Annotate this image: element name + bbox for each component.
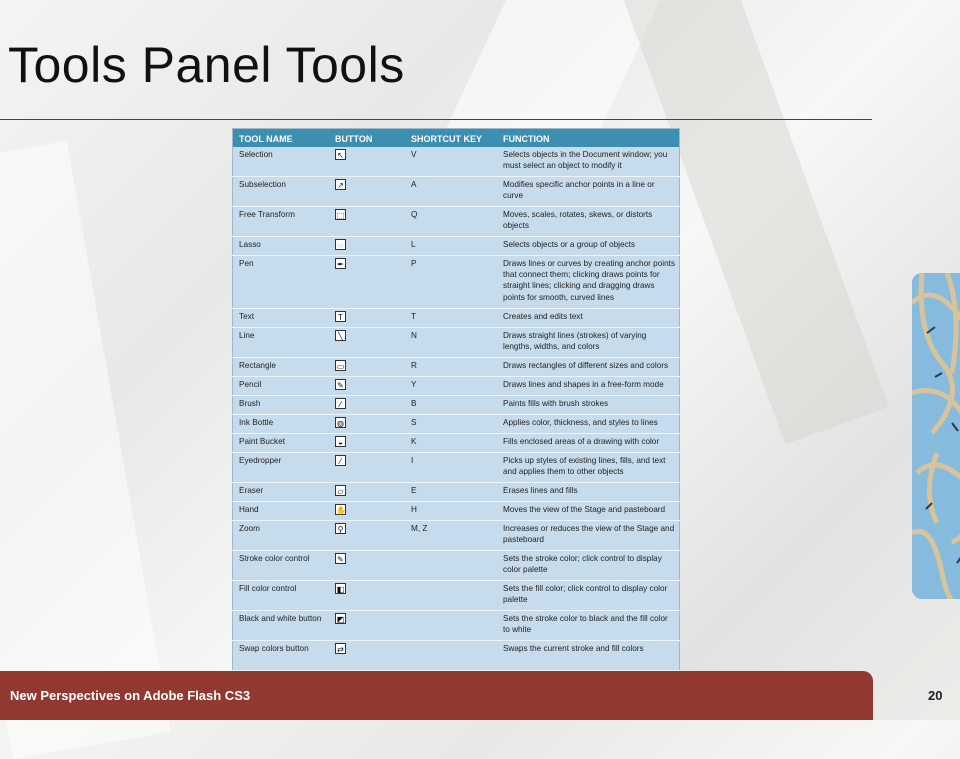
cell-function: Applies color, thickness, and styles to lines xyxy=(497,415,680,434)
cell-tool-name: Pencil xyxy=(233,377,330,396)
tools-table xyxy=(232,128,680,701)
cell-button xyxy=(329,521,405,551)
table-row xyxy=(233,641,680,671)
cell-function: Moves the view of the Stage and pasteboard xyxy=(497,502,680,521)
cell-button xyxy=(329,581,405,611)
header-shortcut-key: SHORTCUT KEY xyxy=(405,129,497,148)
cell-button xyxy=(329,358,405,377)
cell-tool-name: Subselection xyxy=(233,177,330,207)
hand-icon: ✋ xyxy=(336,506,346,515)
cell-shortcut-key: P xyxy=(405,256,497,309)
cell-tool-name: Swap colors button xyxy=(233,641,330,671)
cell-shortcut-key xyxy=(405,551,497,581)
cell-tool-name: Zoom xyxy=(233,521,330,551)
table-row xyxy=(233,611,680,641)
cell-tool-name: Line xyxy=(233,328,330,358)
table-row xyxy=(233,377,680,396)
cell-tool-name: Black and white button xyxy=(233,611,330,641)
cell-function: Draws lines or curves by creating anchor points that connect them; clicking draws points for straight lines; clicking and dragging draws points for smooth, curved lines xyxy=(497,256,680,309)
black-white-icon: ◩ xyxy=(336,615,345,624)
free-transform-icon: ⬚ xyxy=(336,211,345,220)
eraser-icon: ▱ xyxy=(335,485,346,496)
cell-tool-name: Fill color control xyxy=(233,581,330,611)
cell-function: Draws rectangles of different sizes and colors xyxy=(497,358,680,377)
cell-button xyxy=(329,415,405,434)
cell-shortcut-key: V xyxy=(405,147,497,177)
cell-button xyxy=(329,237,405,256)
cell-button xyxy=(329,177,405,207)
cell-function: Moves, scales, rotates, skews, or distorts objects xyxy=(497,207,680,237)
rectangle-icon: ▭ xyxy=(336,362,345,371)
ink-bottle-icon: ◍ xyxy=(335,417,346,428)
cell-function: Draws lines and shapes in a free-form mode xyxy=(497,377,680,396)
cell-shortcut-key: H xyxy=(405,502,497,521)
eyedropper-icon: ⁄ xyxy=(335,455,346,466)
table-row xyxy=(233,309,680,328)
cell-function: Sets the stroke color to black and the fill color to white xyxy=(497,611,680,641)
header-button: BUTTON xyxy=(329,129,405,148)
cell-button xyxy=(329,551,405,581)
cell-shortcut-key: Y xyxy=(405,377,497,396)
cell-tool-name: Paint Bucket xyxy=(233,434,330,453)
cell-tool-name: Eyedropper xyxy=(233,453,330,483)
cell-tool-name: Pen xyxy=(233,256,330,309)
cell-tool-name: Rectangle xyxy=(233,358,330,377)
cell-tool-name: Selection xyxy=(233,147,330,177)
arrow-icon: ↖ xyxy=(335,149,346,160)
lasso-icon: ◌ xyxy=(335,239,346,250)
title-divider xyxy=(0,119,872,120)
cell-function: Erases lines and fills xyxy=(497,483,680,502)
table-row xyxy=(233,207,680,237)
cell-button xyxy=(329,502,405,521)
header-tool-name: TOOL NAME xyxy=(233,129,330,148)
cell-function: Creates and edits text xyxy=(497,309,680,328)
cell-tool-name: Brush xyxy=(233,396,330,415)
cell-shortcut-key: M, Z xyxy=(405,521,497,551)
cell-button xyxy=(329,453,405,483)
slide-title: Tools Panel Tools xyxy=(8,37,405,93)
cell-shortcut-key: K xyxy=(405,434,497,453)
cell-button xyxy=(329,396,405,415)
table-header-row xyxy=(233,129,680,148)
cell-button xyxy=(329,256,405,309)
cell-function: Selects objects or a group of objects xyxy=(497,237,680,256)
decorative-side-image xyxy=(912,273,960,599)
cell-shortcut-key: T xyxy=(405,309,497,328)
cell-shortcut-key: Q xyxy=(405,207,497,237)
cell-function: Picks up styles of existing lines, fills, and text and applies them to other objects xyxy=(497,453,680,483)
cell-tool-name: Text xyxy=(233,309,330,328)
table-row xyxy=(233,177,680,207)
cell-button xyxy=(329,309,405,328)
cell-tool-name: Ink Bottle xyxy=(233,415,330,434)
table-row xyxy=(233,237,680,256)
cell-function: Sets the fill color; click control to display color palette xyxy=(497,581,680,611)
cell-shortcut-key: R xyxy=(405,358,497,377)
cell-shortcut-key xyxy=(405,611,497,641)
cell-button xyxy=(329,147,405,177)
table-row xyxy=(233,551,680,581)
swap-colors-icon: ⇄ xyxy=(335,643,346,654)
cell-tool-name: Lasso xyxy=(233,237,330,256)
table-row xyxy=(233,147,680,177)
table-row xyxy=(233,453,680,483)
cell-shortcut-key: I xyxy=(405,453,497,483)
stroke-color-icon: ✎ xyxy=(335,553,346,564)
table-row xyxy=(233,502,680,521)
table-row xyxy=(233,483,680,502)
cell-button xyxy=(329,207,405,237)
table-row xyxy=(233,396,680,415)
pen-icon: ✒ xyxy=(335,258,346,269)
subselect-arrow-icon: ↗ xyxy=(335,179,346,190)
table-row xyxy=(233,358,680,377)
table-row xyxy=(233,328,680,358)
footer-text: New Perspectives on Adobe Flash CS3 xyxy=(10,688,251,703)
cell-tool-name: Eraser xyxy=(233,483,330,502)
cell-button xyxy=(329,483,405,502)
fill-color-icon: ◧ xyxy=(336,585,345,594)
cell-tool-name: Free Transform xyxy=(233,207,330,237)
cell-function: Modifies specific anchor points in a line or curve xyxy=(497,177,680,207)
cell-shortcut-key: E xyxy=(405,483,497,502)
cell-function: Draws straight lines (strokes) of varying lengths, widths, and colors xyxy=(497,328,680,358)
cell-function: Sets the stroke color; click control to display color palette xyxy=(497,551,680,581)
table-row xyxy=(233,415,680,434)
cell-shortcut-key: N xyxy=(405,328,497,358)
table-body xyxy=(233,147,680,701)
cell-button xyxy=(329,641,405,671)
cell-shortcut-key xyxy=(405,581,497,611)
brush-icon: ⁄ xyxy=(335,398,346,409)
cell-button xyxy=(329,377,405,396)
table-row xyxy=(233,581,680,611)
cell-function: Selects objects in the Document window; you must select an object to modify it xyxy=(497,147,680,177)
cell-button xyxy=(329,611,405,641)
cell-button xyxy=(329,434,405,453)
cell-tool-name: Hand xyxy=(233,502,330,521)
cell-shortcut-key xyxy=(405,641,497,671)
cell-function: Swaps the current stroke and fill colors xyxy=(497,641,680,671)
cell-function: Paints fills with brush strokes xyxy=(497,396,680,415)
cell-shortcut-key: A xyxy=(405,177,497,207)
table-row xyxy=(233,256,680,309)
background-streak xyxy=(0,141,171,759)
paint-bucket-icon: ◒ xyxy=(335,436,346,447)
cell-shortcut-key: S xyxy=(405,415,497,434)
zoom-icon: ⚲ xyxy=(335,523,346,534)
table-row xyxy=(233,434,680,453)
header-function: FUNCTION xyxy=(497,129,680,148)
cell-shortcut-key: B xyxy=(405,396,497,415)
page-number: 20 xyxy=(928,688,943,703)
cell-shortcut-key: L xyxy=(405,237,497,256)
cell-button xyxy=(329,328,405,358)
cell-function: Fills enclosed areas of a drawing with color xyxy=(497,434,680,453)
line-icon: ╲ xyxy=(335,330,346,341)
cell-function: Increases or reduces the view of the Stage and pasteboard xyxy=(497,521,680,551)
cell-tool-name: Stroke color control xyxy=(233,551,330,581)
text-icon: T xyxy=(335,311,346,322)
pencil-icon: ✎ xyxy=(335,379,346,390)
table-row xyxy=(233,521,680,551)
